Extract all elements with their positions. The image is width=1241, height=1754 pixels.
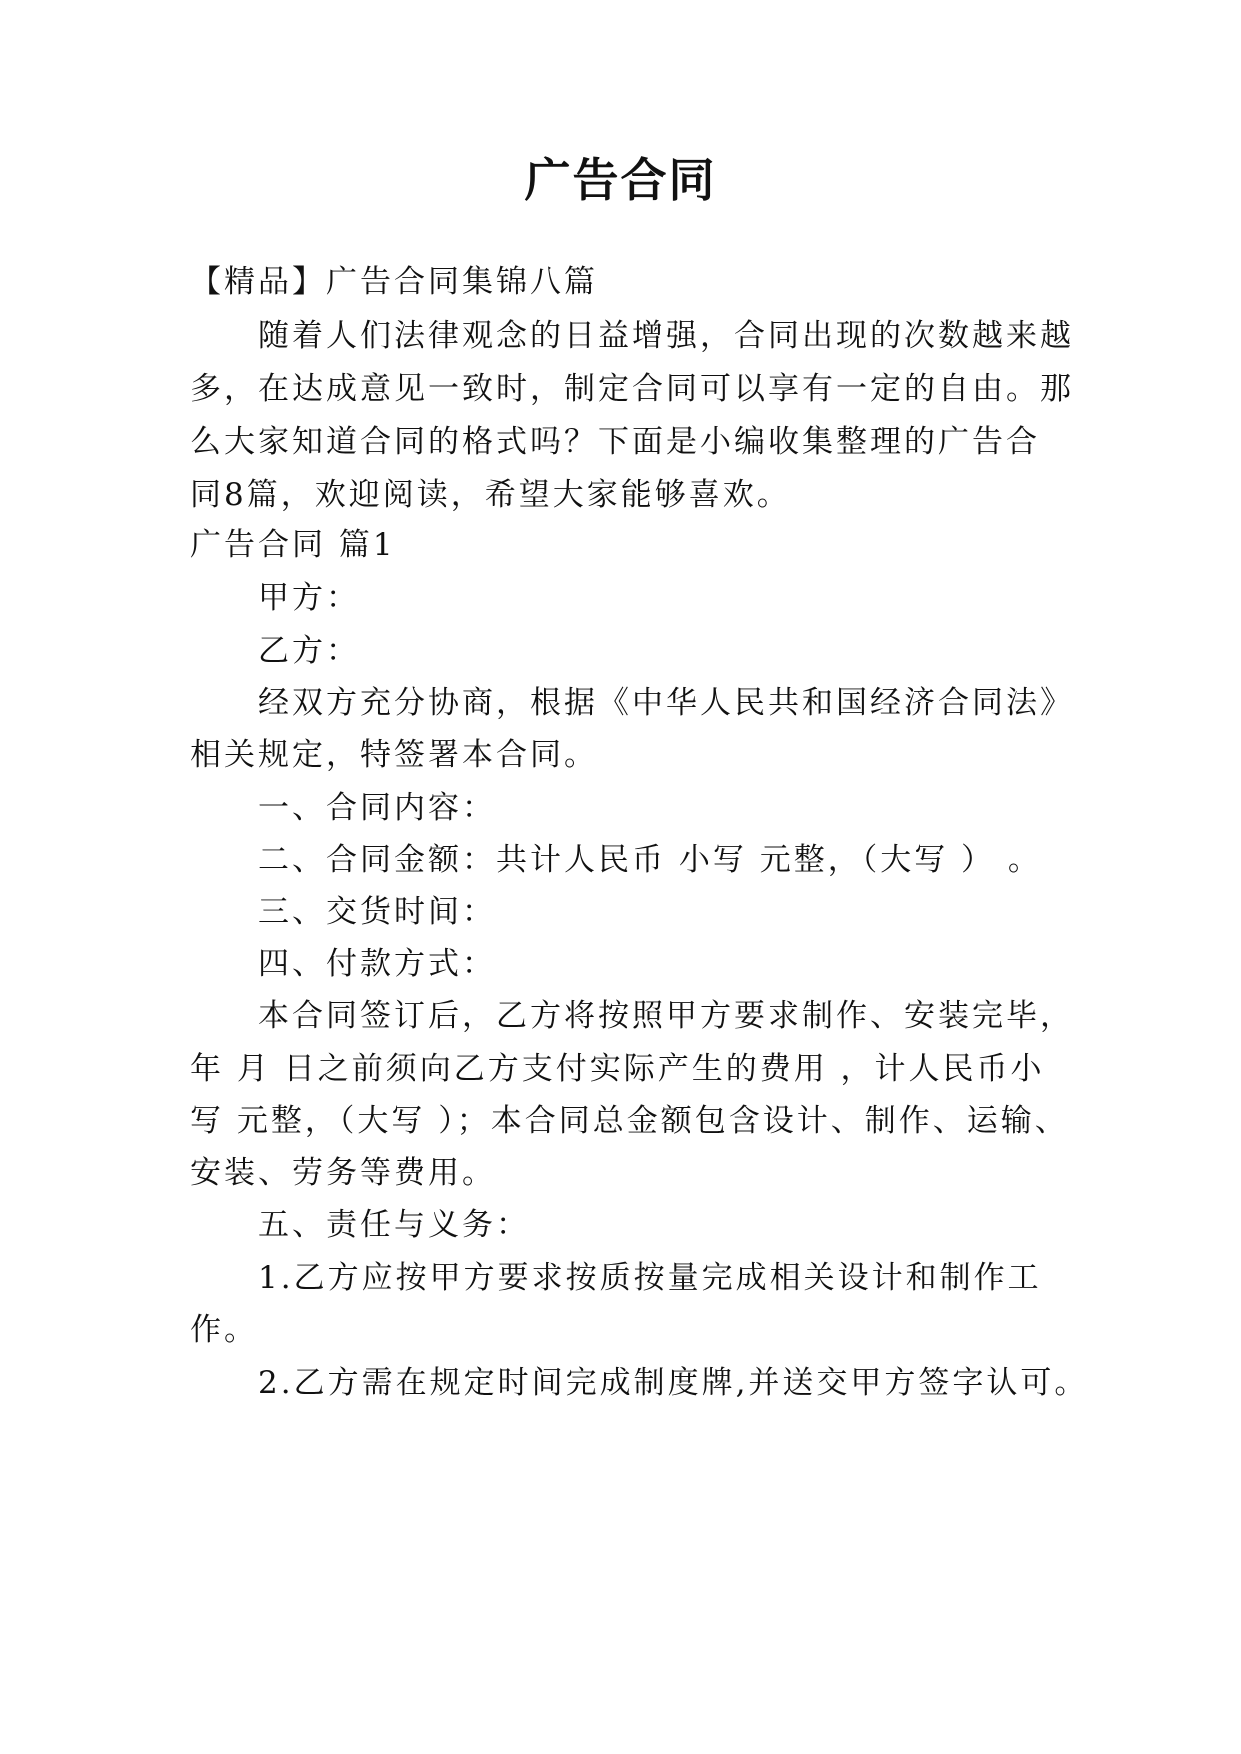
- clause-payment-method: 四、付款方式：: [258, 946, 496, 982]
- preamble-line: 经双方充分协商，根据《中华人民共和国经济合同法》: [258, 685, 1074, 721]
- payment-paragraph-line: 写 元整，（大写 ）；本合同总金额包含设计、制作、运输、: [190, 1103, 1069, 1139]
- payment-paragraph-line: 年 月 日之前须向乙方支付实际产生的费用 ，计人民币小: [190, 1051, 1045, 1087]
- payment-paragraph-line: 本合同签订后，乙方将按照甲方要求制作、安装完毕，: [258, 998, 1074, 1034]
- page-title: 广告合同: [524, 153, 717, 207]
- clause-delivery-time: 三、交货时间：: [258, 894, 496, 930]
- clause-contract-amount: 二、合同金额：共计人民币 小写 元整，（大写 ） 。: [258, 842, 1042, 878]
- intro-paragraph-line: 多，在达成意见一致时，制定合同可以享有一定的自由。那: [190, 371, 1074, 407]
- clause-contract-content: 一、合同内容：: [258, 790, 496, 826]
- intro-paragraph-line: 同8篇，欢迎阅读，希望大家能够喜欢。: [190, 477, 791, 513]
- duty-item-1-line: 1.乙方应按甲方要求按质按量完成相关设计和制作工: [258, 1260, 1042, 1296]
- party-a-label: 甲方：: [258, 580, 360, 616]
- preamble-line: 相关规定，特签署本合同。: [190, 737, 598, 773]
- duty-item-2-line: 2.乙方需在规定时间完成制度牌,并送交甲方签字认可。: [258, 1365, 1089, 1401]
- section-heading: 广告合同 篇1: [190, 527, 396, 563]
- intro-paragraph-line: 么大家知道合同的格式吗？下面是小编收集整理的广告合: [190, 424, 1040, 460]
- document-heading: 【精品】广告合同集锦八篇: [190, 264, 598, 300]
- payment-paragraph-line: 安装、劳务等费用。: [190, 1155, 496, 1191]
- clause-responsibilities: 五、责任与义务：: [258, 1207, 530, 1243]
- duty-item-1-line: 作。: [190, 1312, 258, 1348]
- intro-paragraph-line: 随着人们法律观念的日益增强，合同出现的次数越来越: [258, 318, 1074, 354]
- party-b-label: 乙方：: [258, 633, 360, 669]
